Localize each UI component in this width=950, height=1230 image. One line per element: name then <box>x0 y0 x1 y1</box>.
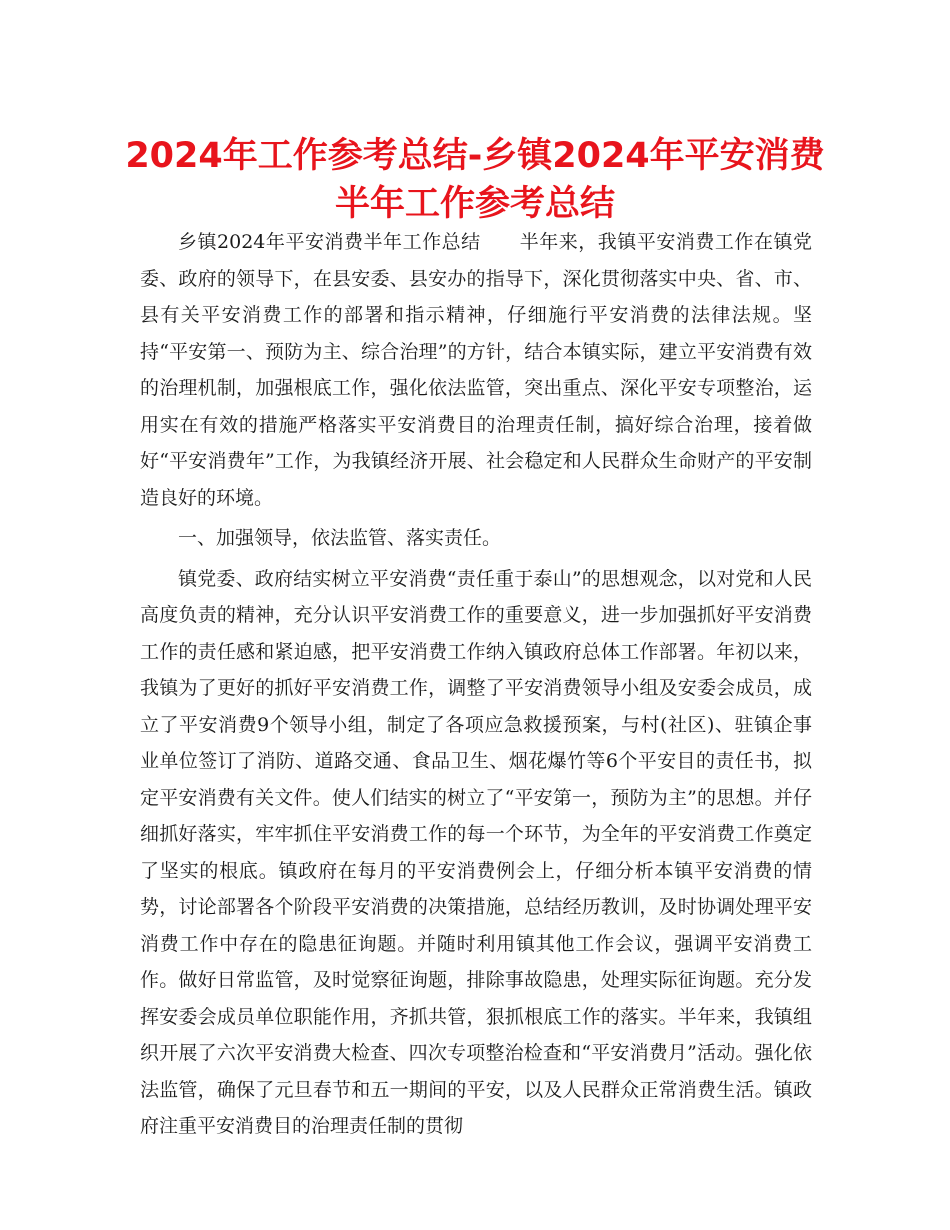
document-body <box>140 224 812 1145</box>
document-title: 2024年工作参考总结-乡镇2024年平安消费半年工作参考总结 <box>125 136 825 224</box>
paragraph-intro: 乡镇2024年平安消费半年工作总结 半年来，我镇平安消费工作在镇党委、政府的领导下，在县安委、县安办的指导下，深化贯彻落实中央、省、市、县有关平安消费工作的部署和指示精神，仔细施行平安消费的法律法规。坚持“平安第一、预防为主、综合治理”的方针，结合本镇实际，建立平安消费有效的治理机制，加强根底工作，强化依法监管，突出重点、深化平安专项整治，运用实在有效的措施严格落实平安消费目的治理责任制，搞好综合治理，接着做好“平安消费年”工作，为我镇经济开展、社会稳定和人民群众生命财产的平安制造良好的环境。 <box>140 231 812 509</box>
paragraph-section-1: 镇党委、政府结实树立平安消费“责任重于泰山”的思想观念，以对党和人民高度负责的精神，充分认识平安消费工作的重要意义，进一步加强抓好平安消费工作的责任感和紧迫感，把平安消费工作纳入镇政府总体工作部署。年初以来，我镇为了更好的抓好平安消费工作，调整了平安消费领导小组及安委会成员，成立了平安消费9个领导小组，制定了各项应急救援预案，与村(社区)、驻镇企事业单位签订了消防、道路交通、食品卫生、烟花爆竹等6个平安目的责任书，拟定平安消费有关文件。使人们结实的树立了“平安第一，预防为主”的思想。并仔细抓好落实，牢牢抓住平安消费工作的每一个环节，为全年的平安消费工作奠定了坚实的根底。镇政府在每月的平安消费例会上，仔细分析本镇平安消费的情势，讨论部署各个阶段平安消费的决策措施，总结经历教训，及时协调处理平安消费工作中存在的隐患征询题。并随时利用镇其他工作会议，强调平安消费工作。做好日常监管，及时觉察征询题，排除事故隐患，处理实际征询题。充分发挥安委会成员单位职能作用，齐抓共管，狠抓根底工作的落实。半年来，我镇组织开展了六次平安消费大检查、四次专项整治检查和“平安消费月”活动。强化依法监管，确保了元旦春节和五一期间的平安，以及人民群众正常消费生活。镇政府注重平安消费目的治理责任制的贯彻 <box>140 567 812 1137</box>
section-heading-1: 一、加强领导，依法监管、落实责任。 <box>178 527 502 549</box>
